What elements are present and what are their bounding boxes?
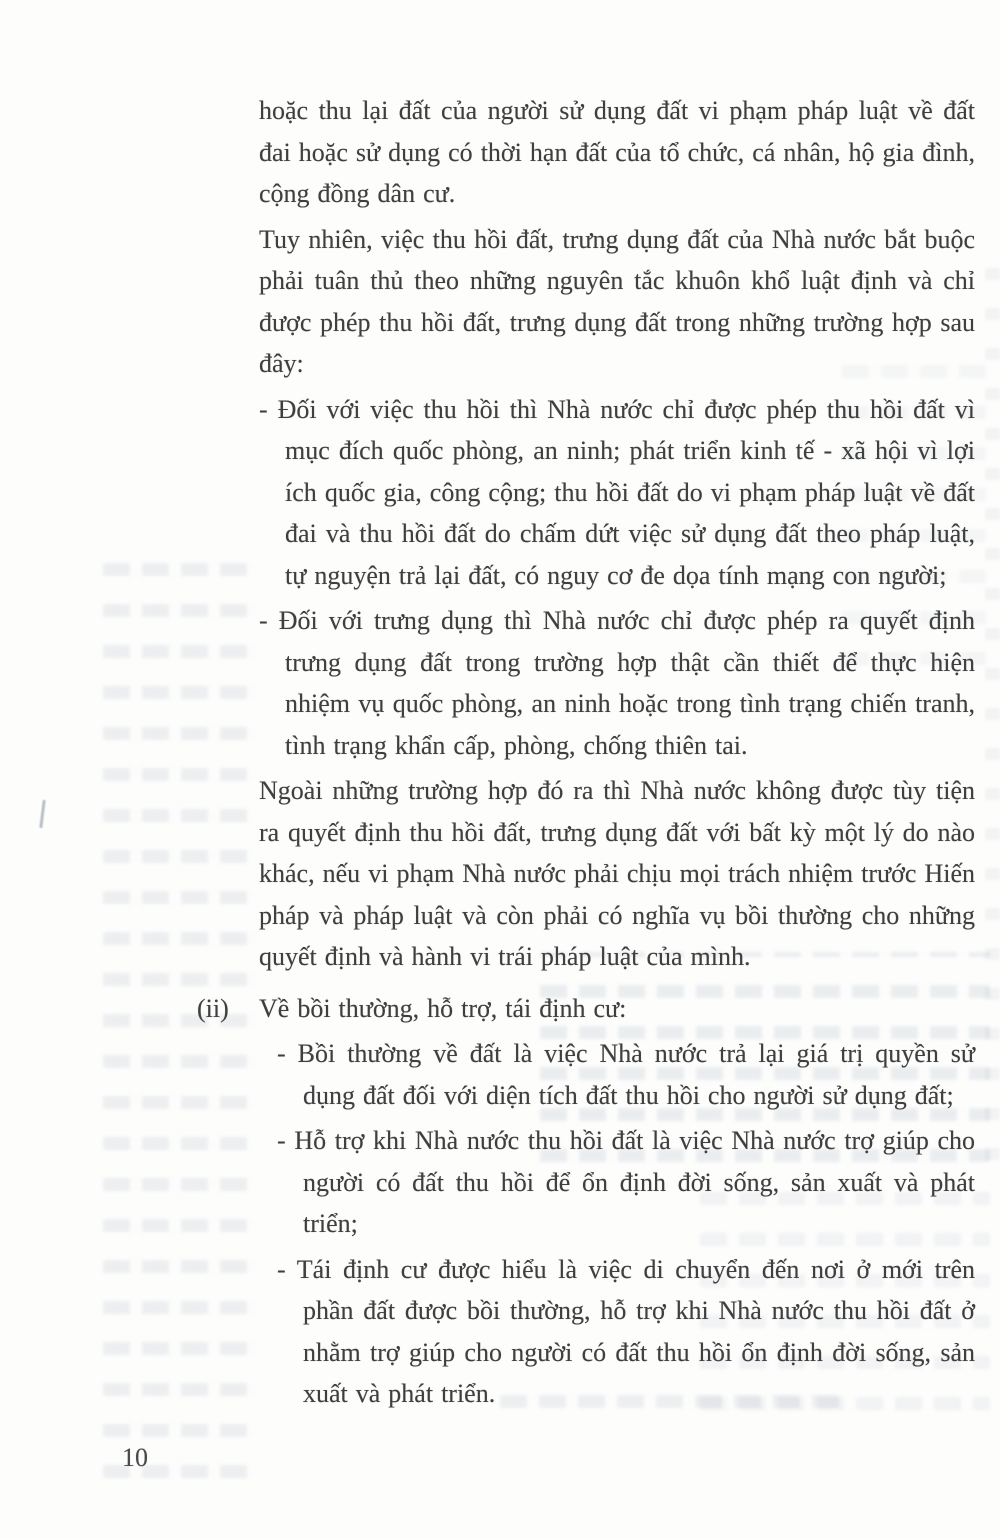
bullet-text: Bồi thường về đất là việc Nhà nước trả lại giá trị quyền sử dụng đất đối với diện tích đất thu hồi cho người sử dụng đất; <box>297 1039 976 1110</box>
paragraph: Ngoài những trường hợp đó ra thì Nhà nước không được tùy tiện ra quyết định thu hồi đất, trưng dụng đất với bất kỳ một lý do nào khác, nếu vi phạm Nhà nước phải chịu mọi trách nhiệm trước Hiến pháp và pháp luật và còn phải có nghĩa vụ bồi thường cho những quyết định và hành vi trái pháp luật của mình. <box>259 776 975 971</box>
numbered-item-marker: (ii) <box>197 993 229 1023</box>
paragraph: Tuy nhiên, việc thu hồi đất, trưng dụng đất của Nhà nước bắt buộc phải tuân thủ theo những nguyên tắc khuôn khổ luật định và chỉ được phép thu hồi đất, trưng dụng đất trong những trường hợp sau đây: <box>259 224 975 378</box>
bullet-dash: - <box>277 1039 286 1068</box>
margin-mark <box>39 800 45 828</box>
page-number: 10 <box>122 1443 148 1472</box>
bullet-dash: - <box>277 1126 286 1155</box>
numbered-item-ii <box>197 988 975 1030</box>
bullet-text: Đối với trưng dụng thì Nhà nước chỉ được phép ra quyết định trưng dụng đất trong trường hợp thật cần thiết để thực hiện nhiệm vụ quốc phòng, an ninh hoặc trong tình trạng chiến tranh, tình trạng khẩn cấp, phòng, chống thiên tai. <box>278 606 975 760</box>
bullet-text: Đối với việc thu hồi thì Nhà nước chỉ được phép thu hồi đất vì mục đích quốc phòng, an ninh; phát triển kinh tế - xã hội vì lợi ích quốc gia, công cộng; thu hồi đất do vi phạm pháp luật về đất đai và thu hồi đất do chấm dứt việc sử dụng đất theo pháp luật, tự nguyện trả lại đất, có nguy cơ đe dọa tính mạng con người; <box>277 394 975 590</box>
bullet-dash: - <box>277 1254 286 1284</box>
scan-edge-smudge <box>985 240 1000 1160</box>
numbered-item-text: Về bồi thường, hỗ trợ, tái định cư: <box>259 993 627 1023</box>
bullet-text: Hỗ trợ khi Nhà nước thu hồi đất là việc Nhà nước trợ giúp cho người có đất thu hồi để ổn định đời sống, sản xuất và phát triển; <box>294 1126 976 1238</box>
bullet-text: Tái định cư được hiểu là việc di chuyển đến nơi ở mới trên phần đất được bồi thường, hỗ trợ khi Nhà nước thu hồi đất ở nhằm trợ giúp cho người có đất thu hồi ổn định đời sống, sản xuất và phát triển. <box>296 1254 976 1408</box>
bleed-through-artifact <box>103 548 258 1478</box>
bullet-dash: - <box>259 606 268 635</box>
bullet-item <box>277 1120 975 1245</box>
bullet-item <box>259 600 975 766</box>
bullet-item <box>277 1249 975 1415</box>
page-body <box>197 90 976 1419</box>
bullet-item <box>259 389 975 597</box>
bullet-dash: - <box>259 394 268 424</box>
bullet-item <box>277 1033 975 1116</box>
paragraph-continuation: hoặc thu lại đất của người sử dụng đất vi phạm pháp luật về đất đai hoặc sử dụng có thời hạn đất của tổ chức, cá nhân, hộ gia đình, cộng đồng dân cư. <box>259 96 975 208</box>
